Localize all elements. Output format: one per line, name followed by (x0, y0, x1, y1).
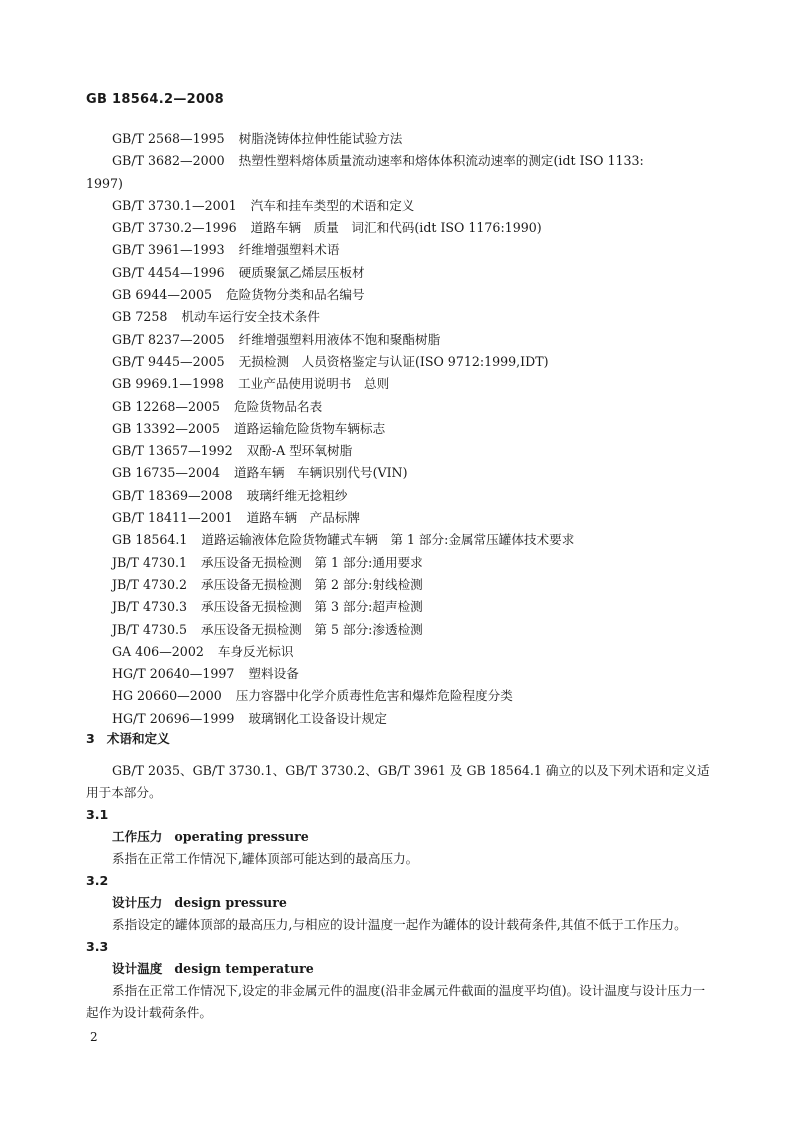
reference-item (86, 284, 710, 306)
reference-code: GB 7258 (112, 309, 168, 325)
reference-item (86, 708, 710, 730)
term-number: 3.1 (86, 807, 109, 822)
term-title-en: design pressure (174, 895, 287, 910)
term-title-en: operating pressure (174, 829, 309, 844)
reference-code: GB 6944—2005 (112, 287, 213, 303)
reference-item (86, 663, 710, 685)
reference-item (86, 507, 710, 529)
section-title: 术语和定义 (106, 731, 170, 746)
reference-code: HG/T 20696—1999 (112, 710, 235, 726)
reference-item (86, 462, 710, 484)
reference-item (86, 128, 710, 150)
term-number: 3.3 (86, 939, 109, 954)
term-title (86, 892, 710, 914)
reference-item (86, 685, 710, 707)
reference-item (86, 217, 710, 239)
reference-title: 压力容器中化学介质毒性危害和爆炸危险程度分类 (235, 688, 513, 704)
reference-code: JB/T 4730.2 (112, 576, 188, 592)
reference-item (86, 552, 710, 574)
reference-title: 道路车辆 质量 词汇和代码(idt ISO 1176:1990) (250, 220, 542, 236)
reference-item (86, 641, 710, 663)
term-definition: 系指在正常工作情况下,罐体顶部可能达到的最高压力。 (112, 851, 419, 866)
reference-code: GB/T 3730.2—1996 (112, 220, 237, 236)
reference-code: JB/T 4730.3 (112, 599, 188, 615)
reference-item (86, 150, 710, 172)
reference-code: GB/T 3682—2000 (112, 153, 225, 169)
reference-item (86, 440, 710, 462)
reference-title: 玻璃钢化工设备设计规定 (248, 710, 387, 726)
reference-code: GB/T 18411—2001 (112, 510, 233, 526)
reference-code: HG/T 20640—1997 (112, 666, 235, 682)
reference-code: GB/T 9445—2005 (112, 353, 225, 369)
reference-item (86, 262, 710, 284)
reference-code: GB 12268—2005 (112, 398, 221, 414)
reference-title: 道路车辆 车辆识别代号(VIN) (234, 465, 408, 481)
term-title (86, 958, 710, 980)
section-body (86, 760, 710, 1024)
reference-item (86, 418, 710, 440)
reference-code: GB/T 4454—1996 (112, 264, 225, 280)
standard-code-header: GB 18564.2—2008 (86, 92, 224, 107)
reference-title: 道路运输液体危险货物罐式车辆 第 1 部分:金属常压罐体技术要求 (201, 532, 575, 548)
reference-title: 道路车辆 产品标牌 (246, 510, 361, 526)
section-intro-paragraph: GB/T 2035、GB/T 3730.1、GB/T 3730.2、GB/T 3961 及 GB 18564.1 确立的以及下列术语和定义适用于本部分。 (86, 763, 710, 800)
reference-title: 热塑性塑料熔体质量流动速率和熔体体积流动速率的测定(idt ISO 1133: (238, 153, 644, 169)
reference-code: HG 20660—2000 (112, 688, 222, 704)
term-title (86, 826, 710, 848)
reference-title: 硬质聚氯乙烯层压板材 (238, 264, 365, 280)
reference-title: 承压设备无损检测 第 3 部分:超声检测 (201, 599, 423, 615)
reference-item (86, 329, 710, 351)
reference-code: JB/T 4730.1 (112, 554, 188, 570)
reference-title: 树脂浇铸体拉伸性能试验方法 (238, 131, 403, 146)
reference-title: 双酚-A 型环氧树脂 (246, 443, 353, 459)
reference-code: GB 13392—2005 (112, 420, 221, 436)
reference-continuation: 1997) (86, 175, 123, 191)
reference-code: GB 16735—2004 (112, 465, 221, 481)
reference-code: GB/T 8237—2005 (112, 331, 225, 347)
reference-title: 无损检测 人员资格鉴定与认证(ISO 9712:1999,IDT) (238, 353, 549, 369)
term-title-cn: 设计温度 (112, 961, 163, 976)
reference-item (86, 485, 710, 507)
term-number: 3.2 (86, 873, 109, 888)
reference-title: 危险货物品名表 (234, 398, 323, 414)
reference-code: GB/T 13657—1992 (112, 443, 233, 459)
section-heading (86, 728, 170, 747)
reference-title: 危险货物分类和品名编号 (226, 287, 365, 303)
term-definition: 系指设定的罐体顶部的最高压力,与相应的设计温度一起作为罐体的设计载荷条件,其值不低于工作压力。 (112, 917, 687, 932)
reference-title: 汽车和挂车类型的术语和定义 (250, 197, 415, 213)
reference-title: 玻璃纤维无捻粗纱 (246, 487, 348, 503)
reference-item (86, 195, 710, 217)
reference-title: 承压设备无损检测 第 5 部分:渗透检测 (201, 621, 423, 637)
reference-item (86, 373, 710, 395)
reference-title: 工业产品使用说明书 总则 (238, 376, 390, 392)
term-title-cn: 工作压力 (112, 829, 163, 844)
reference-title: 机动车运行安全技术条件 (181, 309, 320, 325)
reference-item (86, 351, 710, 373)
reference-code: GB 9969.1—1998 (112, 376, 225, 392)
reference-item (86, 529, 710, 551)
reference-title: 道路运输危险货物车辆标志 (234, 420, 386, 436)
reference-item (86, 239, 710, 261)
reference-code: GB/T 2568—1995 (112, 131, 225, 146)
term-definition: 系指在正常工作情况下,设定的非金属元件的温度(沿非金属元件截面的温度平均值)。设计温度与设计压力一起作为设计载荷条件。 (86, 983, 706, 1020)
reference-code: GA 406—2002 (112, 643, 204, 659)
reference-item (86, 619, 710, 641)
term-title-en: design temperature (174, 961, 314, 976)
normative-references-list (86, 128, 710, 730)
reference-title: 纤维增强塑料用液体不饱和聚酯树脂 (238, 331, 441, 347)
reference-code: GB/T 3961—1993 (112, 242, 225, 258)
reference-item (86, 596, 710, 618)
reference-title: 承压设备无损检测 第 1 部分:通用要求 (201, 554, 423, 570)
reference-code: GB/T 3730.1—2001 (112, 197, 237, 213)
reference-item (86, 396, 710, 418)
page-number: 2 (90, 1030, 98, 1044)
reference-code: GB 18564.1 (112, 532, 188, 548)
term-title-cn: 设计压力 (112, 895, 163, 910)
reference-title: 车身反光标识 (217, 643, 294, 659)
reference-title: 纤维增强塑料术语 (238, 242, 340, 258)
reference-title: 塑料设备 (248, 666, 299, 682)
reference-item (86, 574, 710, 596)
reference-item (86, 306, 710, 328)
reference-code: JB/T 4730.5 (112, 621, 188, 637)
reference-title: 承压设备无损检测 第 2 部分:射线检测 (201, 576, 423, 592)
reference-code: GB/T 18369—2008 (112, 487, 233, 503)
section-number: 3 (86, 731, 95, 746)
